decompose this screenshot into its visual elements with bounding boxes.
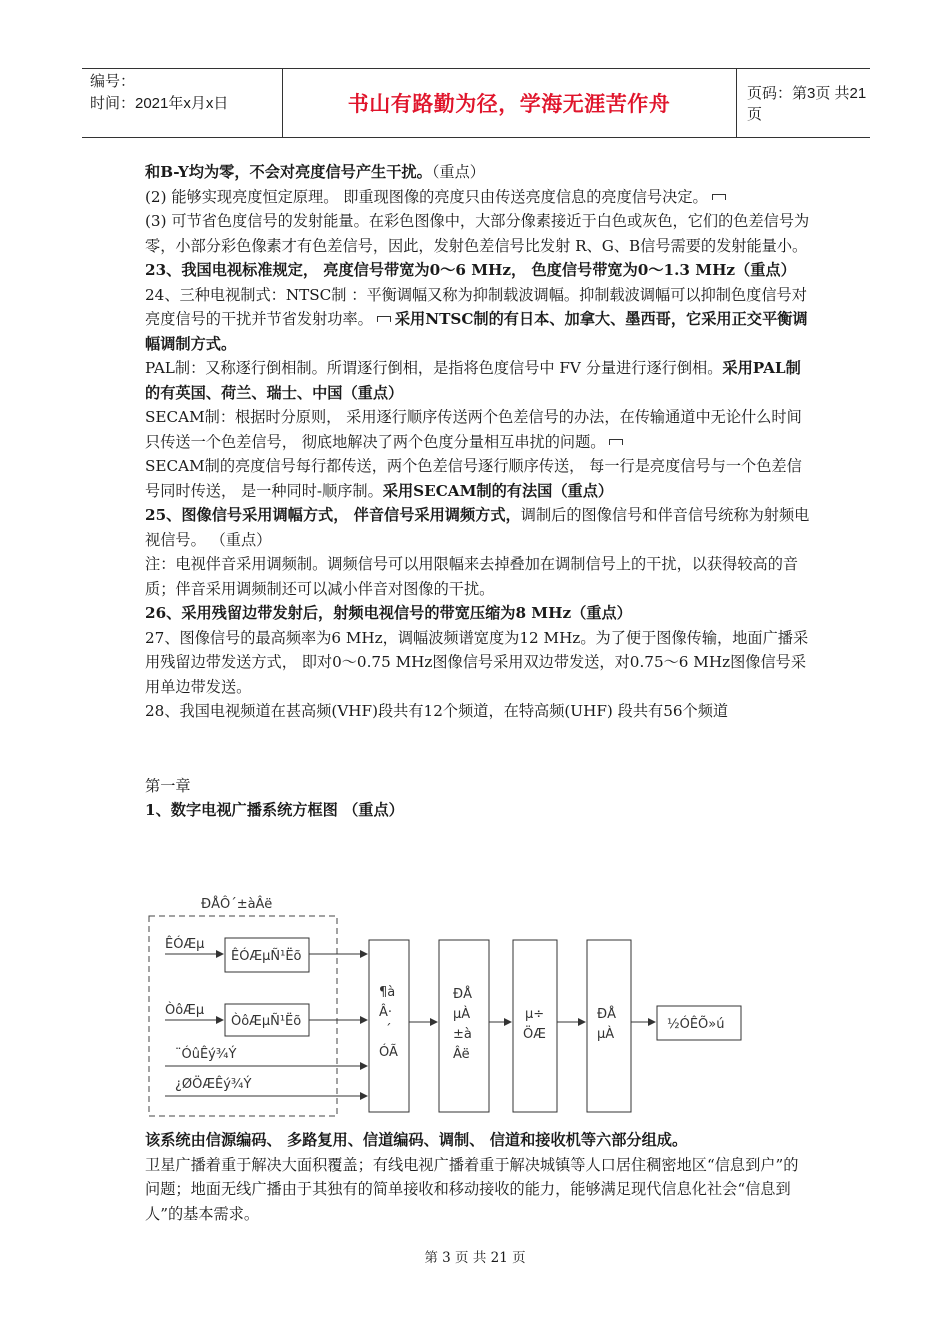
- header-meta: [82, 69, 282, 137]
- paragraph: SECAM制的亮度信号每行都传送，两个色差信号逐行顺序传送， 每一行是亮度信号与一个色差信号同时传送， 是一种同时-顺序制。采用SECAM制的有法国（重点）: [145, 457, 802, 500]
- svg-text:µ÷: µ÷: [525, 1007, 545, 1022]
- input-label: ¨ÓûÊý¾Ý: [175, 1047, 237, 1062]
- header-motto: 书山有路勤为径，学海无涯苦作舟: [347, 92, 671, 116]
- input-label: ÊÓÆµ: [165, 937, 205, 952]
- paragraph: 24、三种电视制式：NTSC制 ：平衡调幅又称为抑制载波调幅。抑制载波调幅可以抑制色度信号对亮度信号的干扰并节省发射功率。 采用NTSC制的有日本、加拿大、墨西哥，它采用正交平衡调幅调制方式。: [145, 285, 808, 353]
- chapter-heading: 第一章: [145, 776, 191, 795]
- input-label: ÒôÆµ: [165, 1003, 205, 1018]
- paragraph: 28、我国电视频道在甚高频(VHF)段共有12个频道，在特高频(UHF) 段共有56个频道: [145, 702, 729, 720]
- header-page-info: 页码：第3页 共21页: [747, 85, 867, 123]
- paragraph: 25、图像信号采用调幅方式， 伴音信号采用调频方式，调制后的图像信号和伴音信号统称为射频电视信号。 （重点）: [145, 506, 810, 549]
- paragraph: 27、图像信号的最高频率为6 MHz，调幅波频谱宽度为12 MHz。为了便于图像传输，地面广播采用残留边带发送方式， 即对0～0.75 MHz图像信号采用双边带发送，对0.75～6 MHz图像信号采用单边带发送。: [145, 628, 809, 696]
- section-title: 1、数字电视广播系统方框图 （重点）: [145, 801, 404, 819]
- paragraph: 26、采用残留边带发射后，射频电视信号的带宽压缩为8 MHz（重点）: [145, 604, 632, 622]
- diagram-dashed-label: ĐÅÔ´±àÂë: [201, 897, 273, 912]
- paragraph: 卫星广播着重于解决大面积覆盖；有线电视广播着重于解决城镇等人口居住稠密地区“信息到户”的问题；地面无线广播由于其独有的简单接收和移动接收的能力，能够满足现代信息化社会“信息到人”的基本需求。: [145, 1155, 799, 1223]
- header-time: 时间：2021年x月x日: [90, 95, 229, 112]
- svg-text:ĐÅ: ĐÅ: [453, 987, 472, 1002]
- modulation-block: [513, 940, 557, 1112]
- svg-text:±à: ±à: [453, 1027, 472, 1042]
- paragraph: PAL制：又称逐行倒相制。所谓逐行倒相，是指将色度信号中 FV 分量进行逐行倒相。采用PAL制的有英国、荷兰、瑞士、中国（重点）: [145, 359, 801, 402]
- svg-text:µÀ: µÀ: [453, 1007, 471, 1022]
- block-diagram: [145, 888, 745, 1120]
- svg-text:ÖÆ: ÖÆ: [523, 1027, 546, 1042]
- body-text-after: [145, 1128, 810, 1226]
- paragraph: 23、我国电视标准规定， 亮度信号带宽为0～6 MHz， 色度信号带宽为0～1.3 MHz（重点）: [145, 261, 796, 279]
- paragraph: 该系统由信源编码、 多路复用、信道编码、调制、 信道和接收机等六部分组成。: [145, 1131, 688, 1149]
- svg-text:´: ´: [385, 1023, 392, 1038]
- paragraph: (3) 可节省色度信号的发射能量。在彩色图像中，大部分像素接近于白色或灰色，它们的色差信号为零，小部分彩色像素才有色差信号，因此，发射色差信号比发射 R、G、B信号需要的发射能量小。: [145, 212, 810, 255]
- revision-mark-icon: [712, 194, 726, 200]
- paragraph: 和B-Y均为零，不会对亮度信号产生干扰。（重点）: [145, 163, 485, 181]
- channel-block: [587, 940, 631, 1112]
- svg-text:ĐÅ: ĐÅ: [597, 1007, 616, 1022]
- body-text: [145, 160, 810, 823]
- input-label: ¿ØÖÆÊý¾Ý: [175, 1077, 252, 1092]
- svg-text:¶à: ¶à: [379, 985, 396, 1000]
- page-header: [82, 68, 870, 138]
- header-number: 编号：: [90, 73, 136, 90]
- svg-text:ÓÃ: ÓÃ: [379, 1045, 398, 1060]
- paragraph: (2) 能够实现亮度恒定原理。 即重现图像的亮度只由传送亮度信息的亮度信号决定。: [145, 185, 810, 210]
- svg-text:½ÓÊÕ»ú: ½ÓÊÕ»ú: [667, 1017, 725, 1032]
- revision-mark-icon: [377, 316, 391, 322]
- box-label: ÊÓÆµÑ¹Ëõ: [231, 949, 302, 964]
- svg-text:Âë: Âë: [453, 1047, 470, 1062]
- svg-text:Â·: Â·: [379, 1005, 393, 1020]
- channel-coding-block: [439, 940, 489, 1112]
- page-footer: 第 3 页 共 21 页: [424, 1250, 526, 1266]
- revision-mark-icon: [609, 439, 623, 445]
- svg-text:µÀ: µÀ: [597, 1027, 615, 1042]
- paragraph: SECAM制：根据时分原则， 采用逐行顺序传送两个色差信号的办法，在传输通道中无论什么时间只传送一个色差信号， 彻底地解决了两个色度分量相互串扰的问题。: [145, 408, 802, 451]
- box-label: ÒôÆµÑ¹Ëõ: [231, 1014, 302, 1029]
- paragraph: 注：电视伴音采用调频制。调频信号可以用限幅来去掉叠加在调制信号上的干扰，以获得较高的音质；伴音采用调频制还可以减小伴音对图像的干扰。: [145, 555, 799, 598]
